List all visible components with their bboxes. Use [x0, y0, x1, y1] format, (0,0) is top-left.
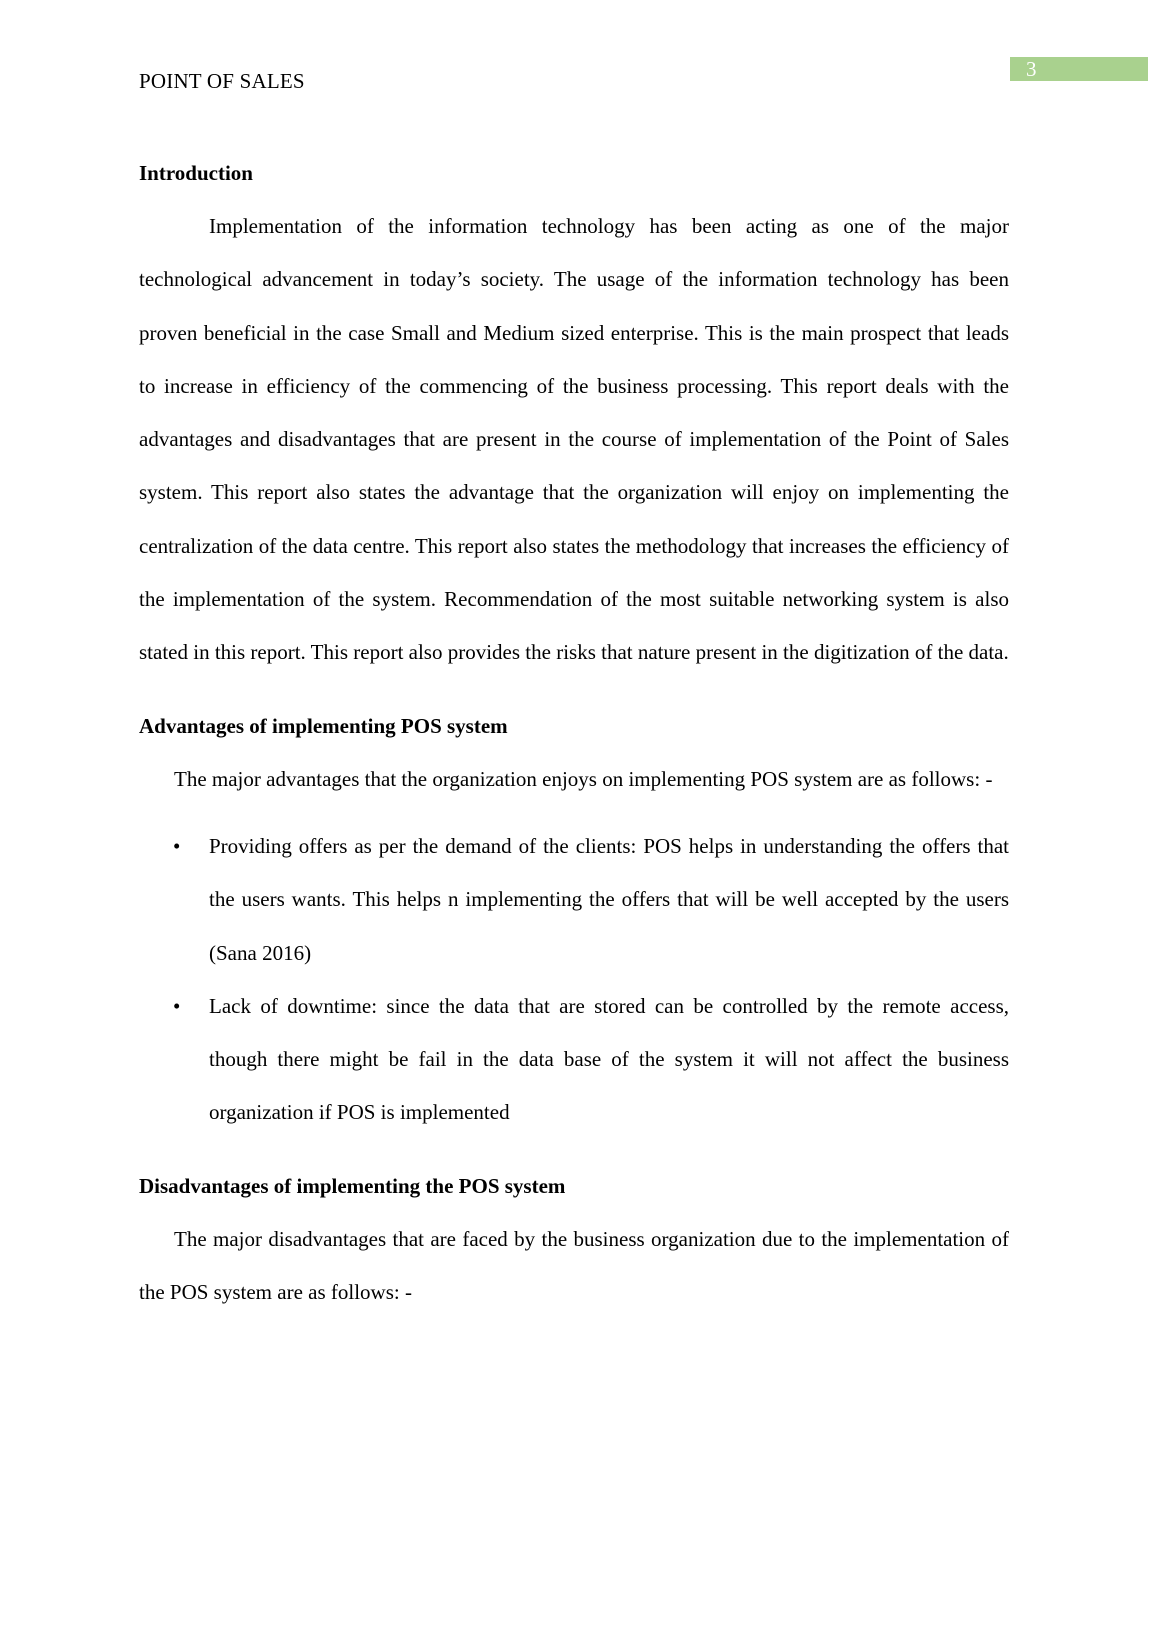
- advantages-heading: Advantages of implementing POS system: [139, 713, 508, 738]
- page-number: 3: [1026, 57, 1037, 81]
- advantages-list: [139, 820, 1009, 1140]
- introduction-paragraph: Implementation of the information technology has been acting as one of the major technological advancement in today’s society. The usage of the information technology has been proven beneficial in the case Small and Medium sized enterprise. This is the main prospect that leads to increase in efficiency of the commencing of the business processing. This report deals with the advantages and disadvantages that are present in the course of implementation of the Point of Sales system. This report also states the advantage that the organization will enjoy on implementing the centralization of the data centre. This report also states the methodology that increases the efficiency of the implementation of the system. Recommendation of the most suitable networking system is also stated in this report. This report also provides the risks that nature present in the digitization of the data.: [139, 214, 1009, 665]
- advantages-paragraph: The major advantages that the organization enjoys on implementing POS system are as follows: -: [174, 766, 993, 791]
- running-head: POINT OF SALES: [139, 69, 305, 93]
- introduction-heading: Introduction: [139, 161, 253, 185]
- list-item-text: Lack of downtime: since the data that are stored can be controlled by the remote access, though there might be fail in the data base of the system it will not affect the business organization if POS is implemented: [209, 993, 1009, 1125]
- list-item-text: Providing offers as per the demand of the clients: POS helps in understanding the offers that the users wants. This helps n implementing the offers that will be well accepted by the users (Sana 2016): [209, 833, 1009, 965]
- disadvantages-paragraph: The major disadvantages that are faced by the business organization due to the implementation of the POS system are as follows: -: [139, 1226, 1009, 1305]
- list-item: [139, 980, 1009, 1140]
- disadvantages-heading: Disadvantages of implementing the POS system: [139, 1173, 566, 1198]
- list-item: [139, 820, 1009, 980]
- bullet-icon: •: [173, 833, 181, 858]
- bullet-icon: •: [173, 993, 181, 1018]
- document-body: [139, 160, 1009, 1319]
